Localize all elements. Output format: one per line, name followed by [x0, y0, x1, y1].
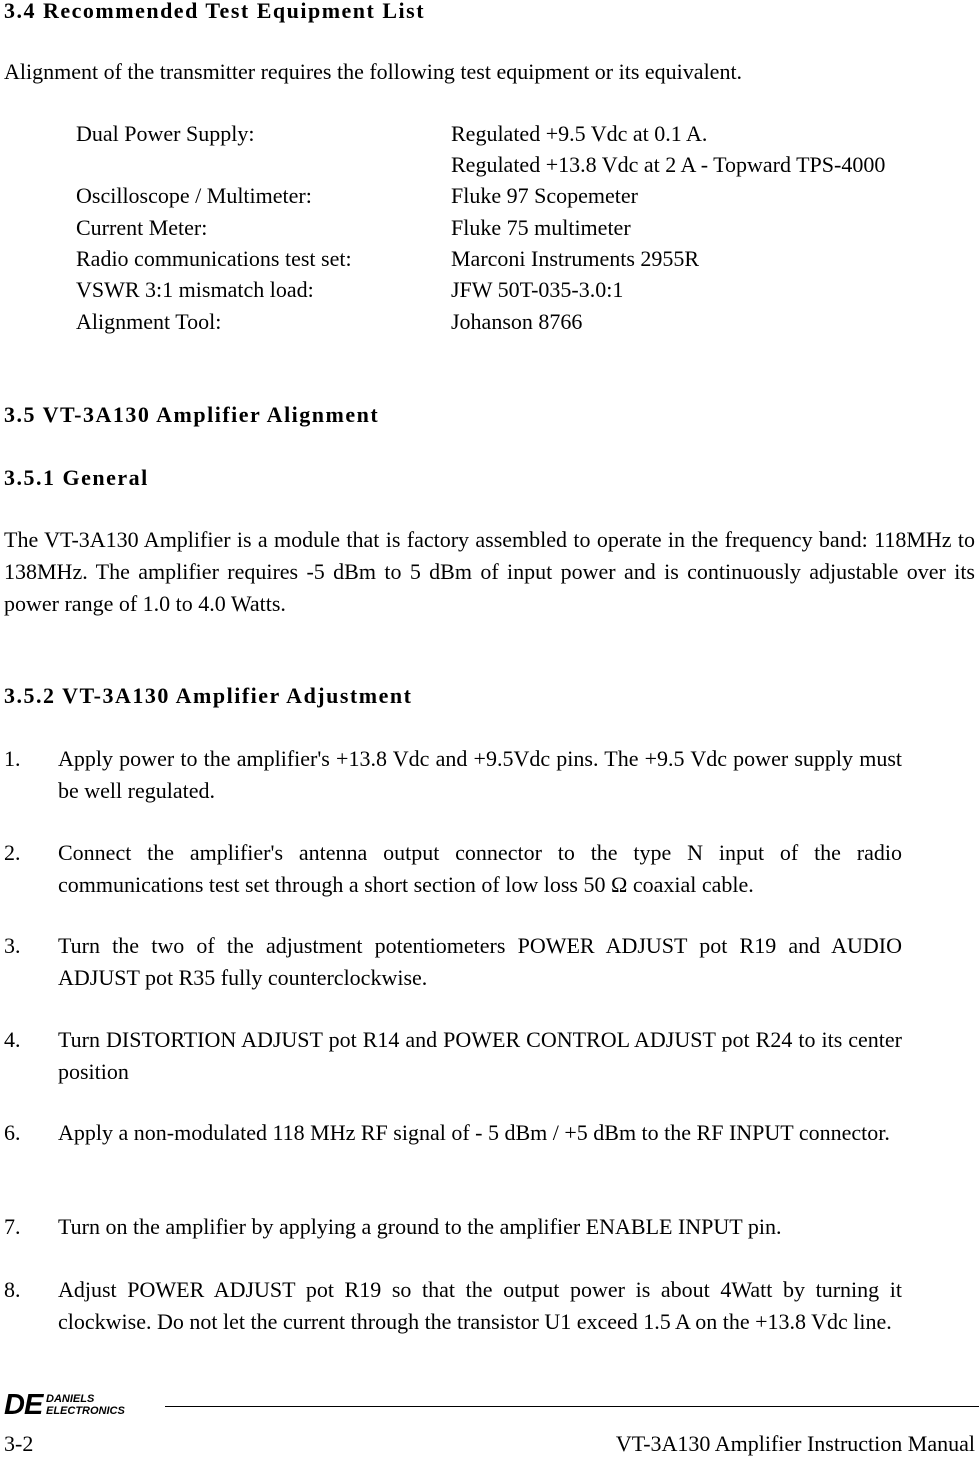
step-text: Adjust POWER ADJUST pot R19 so that the output power is about 4Watt by turning it clockwise. Do not let the current through the transistor U1 exceed 1.5 A on the +13.8 Vdc line.: [58, 1277, 902, 1334]
step-number: 3.: [4, 933, 21, 958]
equipment-value: JFW 50T-035-3.0:1: [451, 277, 624, 302]
equipment-label: Radio communications test set:: [76, 246, 352, 271]
equipment-label: Dual Power Supply:: [76, 121, 255, 146]
equipment-label: Oscilloscope / Multimeter:: [76, 183, 312, 208]
step-text: Apply power to the amplifier's +13.8 Vdc and +9.5Vdc pins. The +9.5 Vdc power supply must be well regulated.: [58, 746, 902, 803]
list-item: [4, 1211, 902, 1243]
list-item: [4, 930, 902, 994]
equipment-value: Johanson 8766: [451, 309, 583, 334]
step-text: Turn the two of the adjustment potentiometers POWER ADJUST pot R19 and AUDIO ADJUST pot R35 fully counterclockwise.: [58, 933, 902, 990]
section-3-5-heading: 3.5 VT-3A130 Amplifier Alignment: [4, 402, 380, 427]
list-item: [4, 837, 902, 901]
step-text: Turn DISTORTION ADJUST pot R14 and POWER CONTROL ADJUST pot R24 to its center position: [58, 1027, 902, 1084]
manual-title: VT-3A130 Amplifier Instruction Manual: [615, 1431, 975, 1456]
equipment-label: VSWR 3:1 mismatch load:: [76, 277, 314, 302]
logo-name-line2: ELECTRONICS: [46, 1405, 125, 1417]
logo-name-line1: DANIELS: [46, 1393, 95, 1405]
equipment-value: Regulated +9.5 Vdc at 0.1 A.: [451, 121, 708, 146]
step-number: 8.: [4, 1277, 21, 1302]
list-item: [4, 1117, 902, 1149]
step-text: Apply a non-modulated 118 MHz RF signal of - 5 dBm / +5 dBm to the RF INPUT connector.: [58, 1120, 890, 1145]
company-logo: DE: [4, 1389, 43, 1421]
step-number: 7.: [4, 1214, 21, 1239]
page-number: 3-2: [4, 1431, 34, 1456]
general-paragraph: The VT-3A130 Amplifier is a module that is factory assembled to operate in the frequency band: 118MHz to 138MHz. The amplifier requires -5 dBm to 5 dBm of input power and is continuously adjustable over its power range of 1.0 to 4.0 Watts.: [4, 527, 975, 616]
equipment-value: Regulated +13.8 Vdc at 2 A - Topward TPS-4000: [451, 152, 886, 177]
step-number: 6.: [4, 1120, 21, 1145]
section-3-4-intro: Alignment of the transmitter requires the following test equipment or its equivalent.: [4, 59, 743, 84]
step-text: Turn on the amplifier by applying a ground to the amplifier ENABLE INPUT pin.: [58, 1214, 782, 1239]
step-text: Connect the amplifier's antenna output connector to the type N input of the radio communications test set through a short section of low loss 50 Ω coaxial cable.: [58, 840, 902, 897]
equipment-label: Alignment Tool:: [76, 309, 222, 334]
list-item: [4, 743, 902, 807]
equipment-value: Fluke 75 multimeter: [451, 215, 631, 240]
equipment-value: Marconi Instruments 2955R: [451, 246, 700, 271]
section-3-5-1-heading: 3.5.1 General: [4, 465, 149, 490]
step-number: 1.: [4, 746, 21, 771]
equipment-value: Fluke 97 Scopemeter: [451, 183, 638, 208]
equipment-label: Current Meter:: [76, 215, 208, 240]
step-number: 2.: [4, 840, 21, 865]
step-number: 4.: [4, 1027, 21, 1052]
list-item: [4, 1274, 902, 1338]
footer-divider: [165, 1406, 979, 1407]
section-3-5-2-heading: 3.5.2 VT-3A130 Amplifier Adjustment: [4, 683, 413, 708]
list-item: [4, 1024, 902, 1088]
section-3-4-heading: 3.4 Recommended Test Equipment List: [4, 0, 426, 23]
